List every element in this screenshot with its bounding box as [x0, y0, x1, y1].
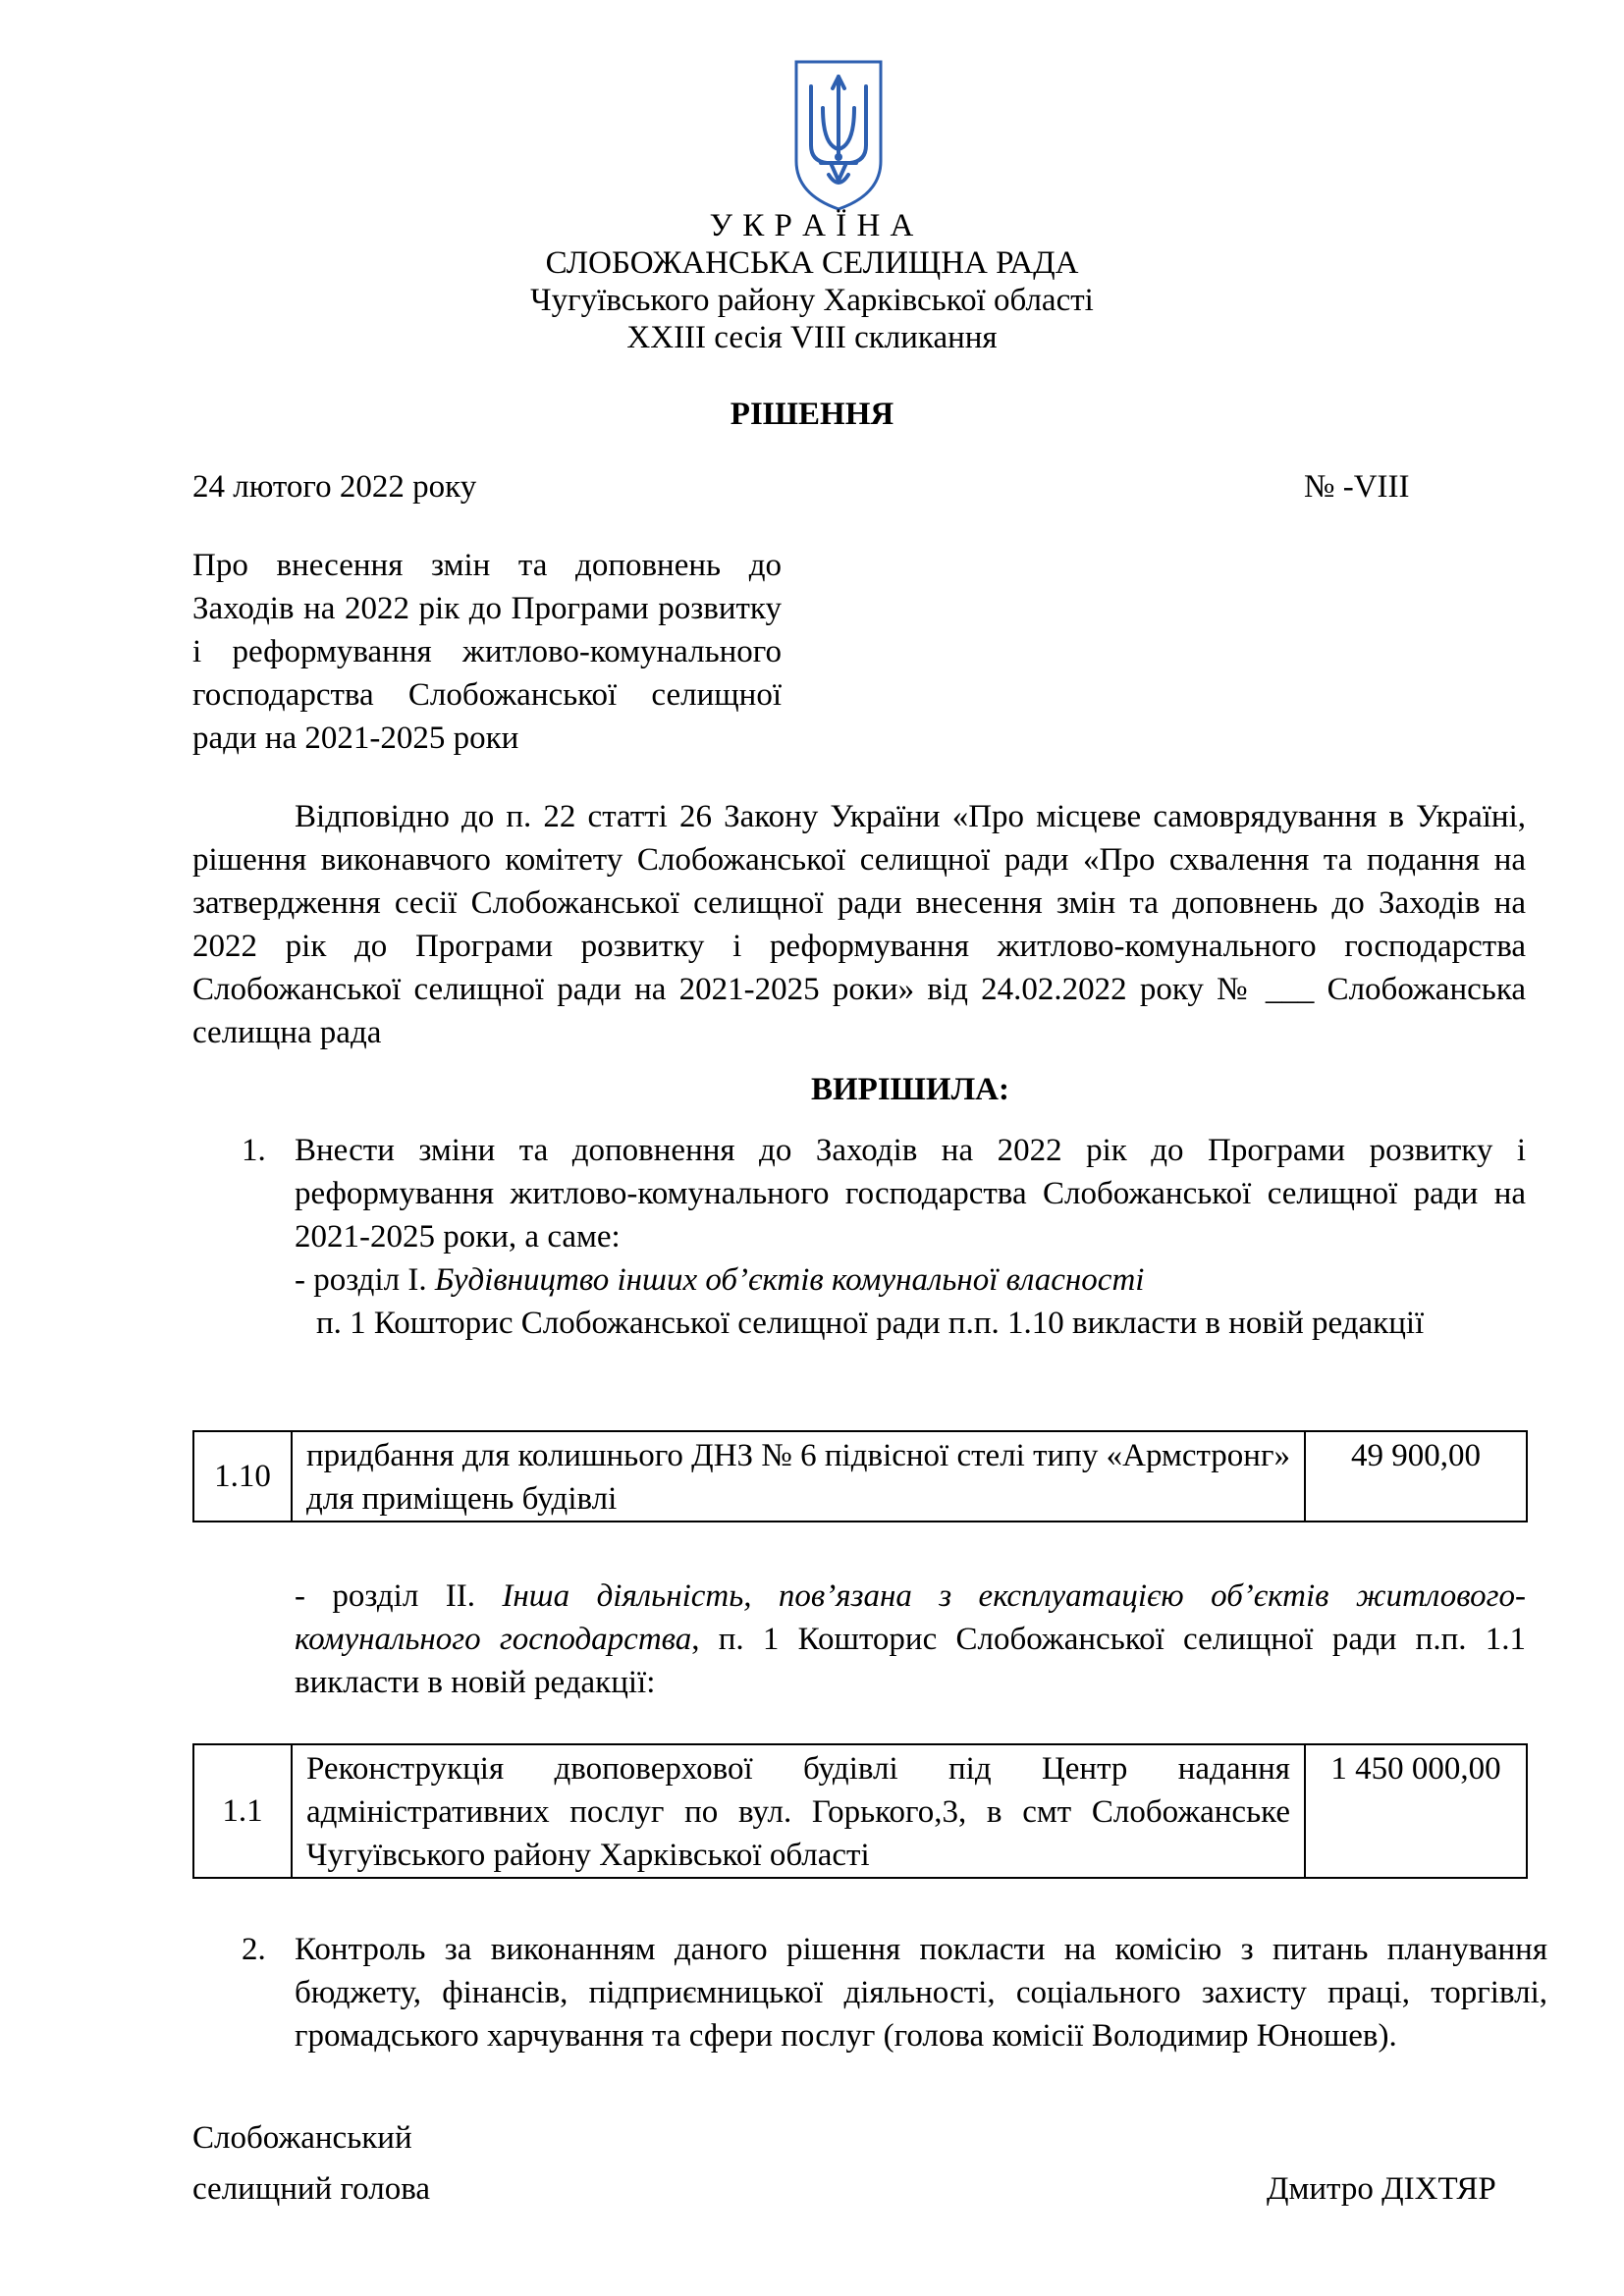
list-number-1: 1.	[242, 1133, 266, 1168]
decision-date: 24 лютого 2022 року	[192, 469, 477, 505]
decision-subject: Про внесення змін та доповнень до Заходів на 2022 рік до Програми розвитку і реформування житлово-комунального господарства Слобожанської селищної ради на 2021-2025 роки	[192, 548, 782, 756]
section-2-prefix: - розділ ІІ.	[295, 1578, 503, 1614]
section-1-title: Будівництво інших об’єктів комунальної власності	[434, 1262, 1145, 1298]
signature-title-line-2: селищний голова	[192, 2171, 431, 2207]
preamble-paragraph: Відповідно до п. 22 статті 26 Закону України «Про місцеве самоврядування в Україні, рішення виконавчого комітету Слобожанської селищної ради «Про схвалення та подання на затвердження сесії Слобожанської селищної ради внесення змін та доповнень до Заходів на 2022 рік до Програми розвитку і реформування житлово-комунального господарства Слобожанської селищної ради на 2021-2025 роки» від 24.02.2022 року № ___ Слобожанська селищна рада	[192, 799, 1526, 1050]
decision-number: № -VIII	[1304, 469, 1410, 505]
table-cell-amount: 49 900,00	[1305, 1431, 1527, 1522]
coat-of-arms-icon	[793, 59, 884, 212]
table-cell-amount: 1 450 000,00	[1305, 1744, 1527, 1878]
table-cell-number: 1.10	[193, 1431, 292, 1522]
country-heading: У К Р А Ї Н А	[709, 208, 915, 243]
council-name: СЛОБОЖАНСЬКА СЕЛИЩНА РАДА	[545, 245, 1079, 281]
section-1-line	[295, 1258, 1144, 1302]
table-row	[193, 1431, 1527, 1522]
item-2-text: Контроль за виконанням даного рішення покласти на комісію з питань планування бюджету, фінансів, підприємницької діяльності, соціального захисту праці, торгівлі, громадського харчування та сфери послуг (голова комісії Володимир Юношев).	[295, 1932, 1547, 2054]
council-district: Чугуївського району Харківської області	[530, 283, 1094, 318]
signature-title-line-1: Слобожанський	[192, 2120, 412, 2156]
table-row	[193, 1744, 1527, 1878]
section-2-paragraph	[295, 1575, 1526, 1704]
list-number-2: 2.	[242, 1932, 266, 1967]
table-cell-description: придбання для колишнього ДНЗ № 6 підвісної стелі типу «Армстронг» для приміщень будівлі	[292, 1431, 1305, 1522]
resolved-heading: ВИРІШИЛА:	[811, 1072, 1009, 1107]
amendment-table-1	[192, 1430, 1528, 1522]
table-cell-description: Реконструкція двоповерхової будівлі під Центр надання адміністративних послуг по вул. Горького,3, в смт Слобожанське Чугуївського району Харківської області	[292, 1744, 1305, 1878]
section-1-prefix: - розділ І.	[295, 1262, 435, 1298]
table-cell-number: 1.1	[193, 1744, 292, 1878]
signatory-name: Дмитро ДІХТЯР	[1267, 2171, 1496, 2207]
section-2-rest: , п. 1 Кошторис Слобожанської селищної ради п.п. 1.1 викласти в новій редакції:	[295, 1622, 1526, 1700]
section-2-title: Інша діяльність, пов’язана з експлуатацією об’єктів житлового-комунального господарства	[295, 1578, 1526, 1657]
section-1-point: п. 1 Кошторис Слобожанської селищної ради п.п. 1.10 викласти в новій редакції	[316, 1306, 1425, 1341]
item-1-text: Внести зміни та доповнення до Заходів на 2022 рік до Програми розвитку і реформування житлово-комунального господарства Слобожанської селищної ради на 2021-2025 роки, а саме:	[295, 1133, 1526, 1255]
amendment-table-2	[192, 1743, 1528, 1879]
document-title: РІШЕННЯ	[730, 397, 894, 432]
session-info: XXIII сесія VIII скликання	[626, 320, 998, 355]
